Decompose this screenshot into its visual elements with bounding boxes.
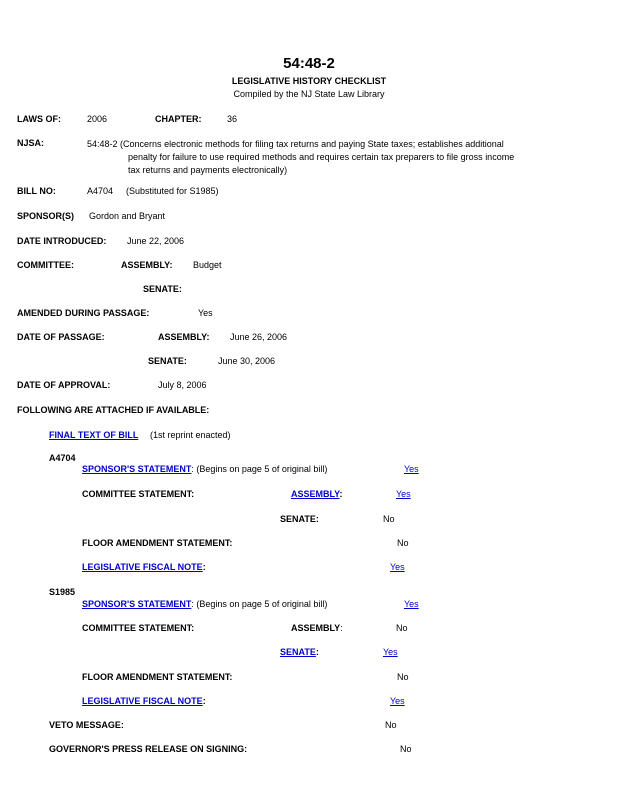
passage-label: DATE OF PASSAGE: [17, 332, 105, 342]
njsa-line-2: penalty for failure to use required methods and requires certain tax preparers to file gross income [128, 152, 515, 162]
a4704-sponsor-row [82, 464, 327, 475]
njsa-number: 54:48-2 [87, 139, 118, 149]
committee-assembly-label: ASSEMBLY: [121, 260, 173, 270]
committee-label: COMMITTEE: [17, 260, 74, 270]
date-introduced-value: June 22, 2006 [127, 236, 185, 246]
a4704-fiscal-row [82, 562, 206, 573]
a4704-senate-label: SENATE: [280, 514, 319, 524]
a4704-floor-label: FLOOR AMENDMENT STATEMENT: [82, 538, 233, 548]
s1985-fiscal-colon: : [202, 696, 206, 706]
njsa-line-3: tax returns and payments electronically) [128, 165, 288, 175]
s1985-floor-label: FLOOR AMENDMENT STATEMENT: [82, 672, 233, 682]
bill-no-label: BILL NO: [17, 186, 56, 196]
page-title: 54:48-2 [283, 55, 335, 72]
a4704-assembly-colon: : [339, 489, 343, 499]
a4704-fiscal-yes-link[interactable]: Yes [390, 562, 405, 572]
njsa-label: NJSA: [17, 138, 45, 148]
njsa-description [87, 138, 567, 177]
page-subtitle: LEGISLATIVE HISTORY CHECKLIST [231, 76, 387, 86]
a4704-fiscal-colon: : [202, 562, 206, 572]
s1985-fiscal-yes-link[interactable]: Yes [390, 696, 405, 706]
press-release-value: No [400, 744, 412, 754]
a4704-assembly-row [291, 489, 343, 500]
s1985-sponsor-statement-link[interactable]: SPONSOR'S STATEMENT [82, 599, 192, 609]
a4704-committee-label: COMMITTEE STATEMENT: [82, 489, 195, 499]
s1985-sponsor-row [82, 599, 327, 610]
press-release-label: GOVERNOR'S PRESS RELEASE ON SIGNING: [49, 744, 248, 754]
s1985-fiscal-note-link[interactable]: LEGISLATIVE FISCAL NOTE [82, 696, 203, 706]
approval-label: DATE OF APPROVAL: [17, 380, 111, 390]
sponsors-label: SPONSOR(S) [17, 211, 75, 221]
amended-label: AMENDED DURING PASSAGE: [17, 308, 150, 318]
date-introduced-label: DATE INTRODUCED: [17, 236, 107, 246]
bill-substituted-note: (Substituted for S1985) [126, 186, 219, 196]
chapter-label: CHAPTER: [155, 114, 202, 124]
s1985-assembly-colon: : [340, 623, 343, 633]
a4704-senate-value: No [383, 514, 395, 524]
s1985-senate-row [280, 647, 319, 658]
s1985-assembly-label: ASSEMBLY [291, 623, 341, 633]
passage-senate-label: SENATE: [148, 356, 187, 366]
a4704-floor-value: No [397, 538, 409, 548]
veto-label: VETO MESSAGE: [49, 720, 124, 730]
s1985-heading: S1985 [49, 587, 76, 597]
passage-assembly-value: June 26, 2006 [230, 332, 288, 342]
s1985-committee-label: COMMITTEE STATEMENT: [82, 623, 195, 633]
final-text-link[interactable]: FINAL TEXT OF BILL [49, 430, 139, 440]
s1985-senate-yes-link[interactable]: Yes [383, 647, 398, 657]
passage-assembly-label: ASSEMBLY: [158, 332, 210, 342]
final-text-note: (1st reprint enacted) [150, 430, 231, 440]
s1985-senate-link[interactable]: SENATE [280, 647, 316, 657]
s1985-assembly-row [291, 623, 343, 634]
a4704-sponsor-statement-link[interactable]: SPONSOR'S STATEMENT [82, 464, 192, 474]
committee-assembly-value: Budget [193, 260, 222, 270]
veto-value: No [385, 720, 397, 730]
s1985-sponsor-yes-link[interactable]: Yes [404, 599, 419, 609]
a4704-sponsor-yes-link[interactable]: Yes [404, 464, 419, 474]
s1985-fiscal-row [82, 696, 206, 707]
s1985-assembly-value: No [396, 623, 408, 633]
a4704-sponsor-note: : (Begins on page 5 of original bill) [191, 464, 328, 474]
compiled-by: Compiled by the NJ State Law Library [233, 89, 385, 99]
a4704-heading: A4704 [49, 453, 76, 463]
a4704-assembly-link[interactable]: ASSEMBLY [291, 489, 340, 499]
njsa-line-1: (Concerns electronic methods for filing tax returns and paying State taxes; establishes additional [120, 139, 504, 149]
a4704-assembly-yes-link[interactable]: Yes [396, 489, 411, 499]
amended-value: Yes [198, 308, 213, 318]
s1985-sponsor-note: : (Begins on page 5 of original bill) [191, 599, 328, 609]
s1985-floor-value: No [397, 672, 409, 682]
chapter-value: 36 [227, 114, 238, 124]
a4704-fiscal-note-link[interactable]: LEGISLATIVE FISCAL NOTE [82, 562, 203, 572]
s1985-senate-colon: : [315, 647, 319, 657]
passage-senate-value: June 30, 2006 [218, 356, 276, 366]
attached-label: FOLLOWING ARE ATTACHED IF AVAILABLE: [17, 405, 210, 415]
approval-value: July 8, 2006 [158, 380, 207, 390]
laws-of-label: LAWS OF: [17, 114, 61, 124]
committee-senate-label: SENATE: [143, 284, 182, 294]
bill-no-value: A4704 [87, 186, 114, 196]
laws-of-value: 2006 [87, 114, 108, 124]
sponsors-value: Gordon and Bryant [89, 211, 166, 221]
